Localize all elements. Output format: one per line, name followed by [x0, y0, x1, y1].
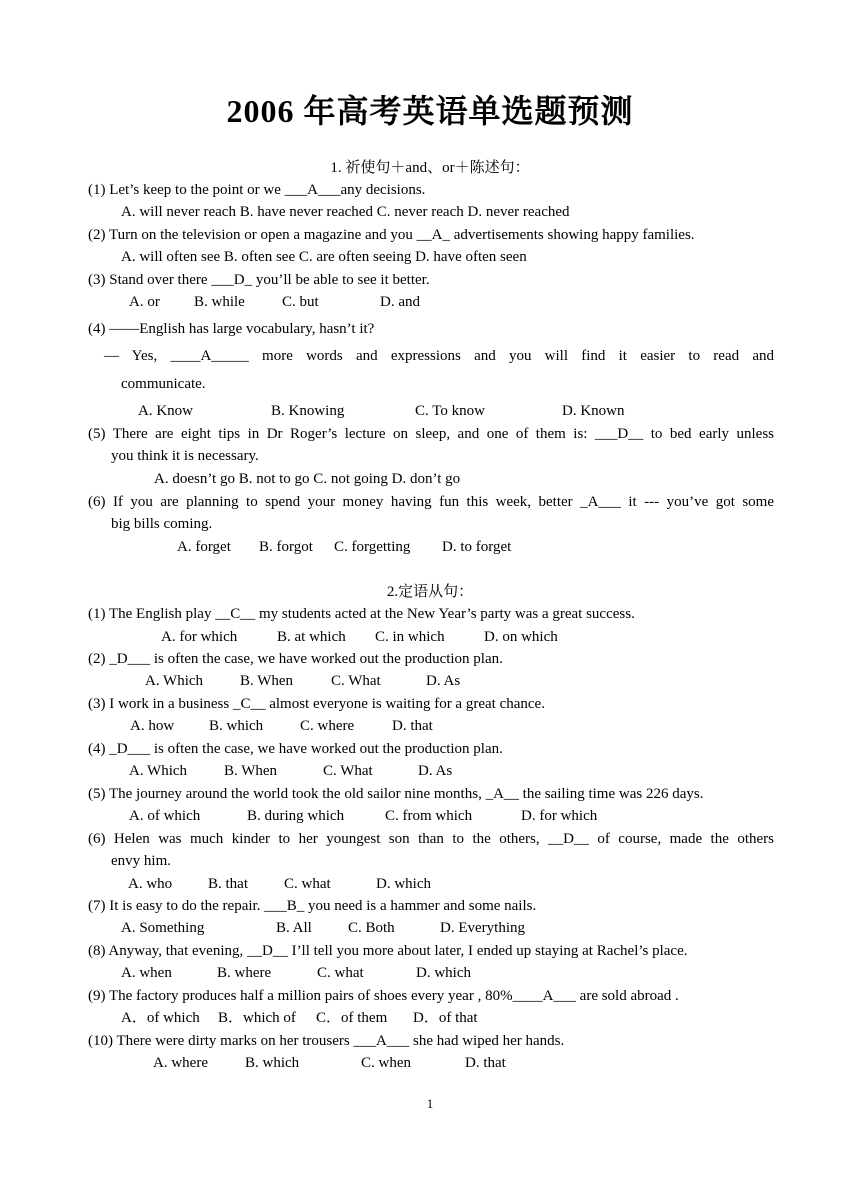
option-d: D. that [465, 1055, 506, 1071]
option-c: C. What [323, 763, 373, 779]
option-d: D. As [426, 673, 461, 689]
question-2-6-line2: envy him. [111, 853, 171, 869]
option-b: B. When [224, 763, 278, 779]
option-a: A. for which [161, 629, 238, 645]
option-a: A. Know [138, 403, 193, 419]
option-d: D. to forget [442, 539, 512, 555]
option-d: D. and [380, 294, 420, 310]
option-b: B. When [240, 673, 294, 689]
option-c: C. from which [385, 808, 473, 824]
question-1-5: (5) There are eight tips in Dr Roger’s lecture on sleep, and one of them is: ___D__ to bed early unless [88, 426, 774, 442]
option-d: D. for which [521, 808, 598, 824]
question-1-6-line2: big bills coming. [111, 516, 213, 532]
question-1-6: (6) If you are planning to spend your money having fun this week, better _A___ it --- you’ve got some [88, 494, 774, 510]
option-d: D. Everything [440, 920, 525, 936]
option-a: A. how [130, 718, 175, 734]
question-2-9: (9) The factory produces half a million pairs of shoes every year , 80%____A___ are sold abroad . [88, 988, 679, 1004]
option-a: A. Something [121, 920, 205, 936]
option-c: C. what [284, 876, 331, 892]
option-a: A. where [153, 1055, 208, 1071]
option-a: A. when [121, 965, 172, 981]
option-c: C. what [317, 965, 364, 981]
option-c: C. where [300, 718, 355, 734]
option-c: C. Both [348, 920, 395, 936]
option-b: B. which [209, 718, 264, 734]
option-a: A. of which [129, 808, 201, 824]
option-c: C. in which [375, 629, 445, 645]
question-2-2: (2) _D___ is often the case, we have worked out the production plan. [88, 651, 503, 667]
option-b: B. where [217, 965, 272, 981]
option-c: C. What [331, 673, 381, 689]
question-2-3: (3) I work in a business _C__ almost everyone is waiting for a great chance. [88, 696, 545, 712]
option-a: A．of which [121, 1010, 200, 1026]
option-c: C. but [282, 294, 319, 310]
option-a: A. who [128, 876, 173, 892]
question-2-8: (8) Anyway, that evening, __D__ I’ll tell you more about later, I ended up staying at Rachel’s place. [88, 943, 688, 959]
option-c: C. when [361, 1055, 411, 1071]
document-title: 2006 年高考英语单选题预测 [226, 93, 634, 129]
option-b: B. during which [247, 808, 345, 824]
option-a: A. Which [145, 673, 204, 689]
question-1-2: (2) Turn on the television or open a magazine and you __A_ advertisements showing happy families. [88, 227, 695, 243]
option-b: B. forgot [259, 539, 313, 555]
option-d: D. Known [562, 403, 625, 419]
question-1-1-options: A. will never reach B. have never reached C. never reach D. never reached [121, 204, 570, 220]
option-a: A. or [129, 294, 160, 310]
question-1-1: (1) Let’s keep to the point or we ___A___any decisions. [88, 182, 426, 198]
option-a: A. Which [129, 763, 188, 779]
question-1-5-options: A. doesn’t go B. not to go C. not going D. don’t go [154, 471, 461, 487]
question-1-3: (3) Stand over there ___D_ you’ll be able to see it better. [88, 272, 430, 288]
question-2-4: (4) _D___ is often the case, we have worked out the production plan. [88, 741, 503, 757]
option-b: B. Knowing [271, 403, 345, 419]
option-a: A. forget [177, 539, 231, 555]
option-b: B. while [194, 294, 245, 310]
question-1-4: (4) ——English has large vocabulary, hasn’t it? [88, 321, 375, 337]
page-number: 1 [426, 1096, 434, 1111]
question-1-2-options: A. will often see B. often see C. are often seeing D. have often seen [121, 249, 527, 265]
option-b: B. All [276, 920, 312, 936]
option-b: B．which of [218, 1010, 296, 1026]
option-d: D. on which [484, 629, 558, 645]
question-1-4-line2: — Yes, ____A_____ more words and expressions and you will find it easier to read and [104, 348, 774, 364]
option-d: D. As [418, 763, 453, 779]
question-1-4-line3: communicate. [121, 376, 206, 392]
option-c: C. forgetting [334, 539, 411, 555]
option-c: C．of them [316, 1010, 388, 1026]
option-b: B. that [208, 876, 248, 892]
option-d: D. that [392, 718, 433, 734]
option-d: D. which [416, 965, 471, 981]
option-c: C. To know [415, 403, 485, 419]
question-2-10: (10) There were dirty marks on her trousers ___A___ she had wiped her hands. [88, 1033, 565, 1049]
section-1-heading: 1. 祈使句＋and、or＋陈述句： [330, 160, 530, 176]
option-d: D．of that [413, 1010, 478, 1026]
question-2-7: (7) It is easy to do the repair. ___B_ you need is a hammer and some nails. [88, 898, 537, 914]
question-1-5-line2: you think it is necessary. [111, 448, 259, 464]
question-2-1: (1) The English play __C__ my students acted at the New Year’s party was a great success. [88, 606, 635, 622]
question-2-6: (6) Helen was much kinder to her youngest son than to the others, __D__ of course, made the others [88, 831, 774, 847]
question-2-5: (5) The journey around the world took the old sailor nine months, _A__ the sailing time was 226 days. [88, 786, 704, 802]
option-b: B. at which [277, 629, 346, 645]
section-2-heading: 2.定语从句： [386, 584, 474, 600]
option-b: B. which [245, 1055, 300, 1071]
option-d: D. which [376, 876, 431, 892]
